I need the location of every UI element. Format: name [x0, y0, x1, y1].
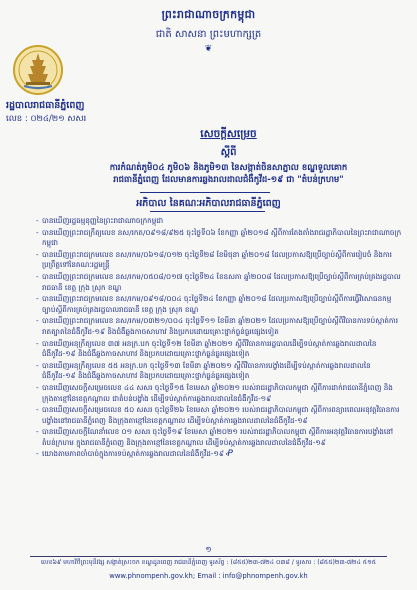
document-heading: [70, 128, 387, 186]
list-item: - បានឃើញព្រះរាជក្រមលេខ នស/រកម/០៣២១/០០៤ ចុះថ្ងៃទី១១ ខែមីនា ឆ្នាំ២០២១ ដែលប្រកាសឱ្យប្រើច្បាប់ស្ដីពីវិធានការទប់ស្កាត់ការរាតត្បាតនៃជំងឺកូវីដ-១៩ និងជំងឺឆ្លងកាចសាហាវ និងប្រកបដោយគ្រោះថ្នាក់ធ្ងន់ធ្ងរផ្សេងទៀត: [36, 316, 403, 337]
phnom-penh-emblem-icon: [12, 44, 64, 96]
list-item: - បានឃើញអនុក្រឹត្យលេខ ៥៥ អនក្រ.បក ចុះថ្ងៃទី១៣ ខែមីនា ឆ្នាំ២០២១ ស្ដីពីវិធានការបង្ខាំងដើម្បីទប់ស្កាត់ការឆ្លងរាលដាលនៃជំងឺកូវីដ-១៩ និងជំងឺឆ្លងកាចសាហាវ និងប្រកបដោយគ្រោះថ្នាក់ធ្ងន់ធ្ងរផ្សេងទៀត: [36, 361, 403, 382]
website-link[interactable]: www.phnompenh.gov.kh: [109, 572, 193, 580]
footer-address: លេខ៦៩ មហាវិថីព្រះមុនីវង្ស សង្កាត់ស្រះចក ខណ្ឌដូនពេញ រាជធានីភ្នំពេញ ទូរស័ព្ទ : (៨៥៥)២៣-៧២៤ ០៣៨ / ទូរសារ : (៨៥៥)២៣-៧២៤ ៥១៥: [40, 559, 377, 566]
list-item: - បានឃើញព្រះរាជក្រមលេខ នស/រកម/០៦១៨/០១២ ចុះថ្ងៃទី២៨ ខែមិថុនា ឆ្នាំ២០១៨ ដែលប្រកាសឱ្យប្រើច្បាប់ស្ដីពីការរៀបចំ និងការប្រព្រឹត្តទៅនៃគណៈរដ្ឋមន្ត្រី: [36, 250, 403, 271]
document-about: ស្ដីពី: [220, 147, 237, 158]
list-item: - បានឃើញព្រះរាជក្រមលេខ នស/រកម/០៩១៨/០០៤ ចុះថ្ងៃទី២៤ ខែកញ្ញា ឆ្នាំ២០១៨ ដែលប្រកាសឱ្យប្រើច្បាប់ស្ដីពីការធ្វើវិសោធនកម្មច្បាប់ស្ដីពីការគ្រប់គ្រងរដ្ឋបាលរាជធានី ខេត្ត ក្រុង ស្រុក ខណ្ឌ: [36, 294, 403, 315]
kingdom-title: ព្រះរាជាណាចក្រកម្ពុជា: [161, 8, 256, 21]
legal-basis-list: [36, 216, 403, 461]
ornament-divider: ❦: [204, 44, 213, 54]
subject-line: ការកំណត់ភូមិ០៤ ភូមិ០៦ និងភូមិ១៣ នៃសង្កាត់ចិនសាភ្នាល ខណ្ឌទួលគោក: [109, 163, 348, 173]
list-item: - បានឃើញព្រះរាជក្រមលេខ នស/រកម/០៥០៨/០១៧ ចុះថ្ងៃទី២៤ ខែឧសភា ឆ្នាំ២០០៨ ដែលប្រកាសឱ្យប្រើច្បាប់ស្ដីពីការគ្រប់គ្រងរដ្ឋបាលរាជធានី ខេត្ត ក្រុង ស្រុក ខណ្ឌ: [36, 272, 403, 293]
list-item: - បានឃើញសេចក្ដីសម្រេចលេខ ៤៤ សសរ ចុះថ្ងៃទី១៥ ខែមេសា ឆ្នាំ២០២១ របស់រាជរដ្ឋាភិបាលកម្ពុជា ស្ដីពីការដាក់រាជធានីភ្នំពេញ និងក្រុងតាខ្មៅនៃខេត្តកណ្ដាល ជាតំបន់បង្ខាំង ដើម្បីទប់ស្កាត់ការឆ្លងរាលដាលនៃជំងឺកូវីដ-១៩: [36, 383, 403, 404]
footer-contact: www.phnompenh.gov.kh; Email : info@phnompenh.gov.kh: [109, 572, 308, 580]
national-motto: ជាតិ សាសនា ព្រះមហាក្សត្រ: [155, 29, 262, 40]
list-item: - បានឃើញព្រះរាជក្រឹត្យលេខ នស/រកត/០៩១៨/៩២៥ ចុះថ្ងៃទី០៦ ខែកញ្ញា ឆ្នាំ២០១៨ ស្ដីពីការតែងតាំងរាជរដ្ឋាភិបាលនៃព្រះរាជាណាចក្រកម្ពុជា: [36, 228, 403, 249]
list-item-text: យោងតាមភាពចាំបាច់ក្នុងការទប់ស្កាត់ការឆ្លងរាលដាលនៃជំងឺកូវីដ-១៩: [42, 449, 224, 459]
list-item: - បានឃើញអនុក្រឹត្យលេខ ៣៧ អនក្រ.បក ចុះថ្ងៃទី១២ ខែមីនា ឆ្នាំ២០២១ ស្ដីពីវិធានការរដ្ឋបាលដើម្បីទប់ស្កាត់ការឆ្លងរាលដាលនៃជំងឺកូវីដ-១៩ និងជំងឺឆ្លងកាចសាហាវ និងប្រកបដោយគ្រោះថ្នាក់ធ្ងន់ធ្ងរផ្សេងទៀត: [36, 339, 403, 360]
divider: [140, 192, 270, 193]
reference-number: លេខ : ០២៤/២១ សសរ: [6, 114, 87, 124]
list-item: - បានឃើញរដ្ឋធម្មនុញ្ញនៃព្រះរាជាណាចក្រកម្ពុជា: [36, 216, 403, 227]
list-item: - បានឃើញសេចក្ដីណែនាំលេខ ០១ សសរ ចុះថ្ងៃទី១៩ ខែមេសា ឆ្នាំ២០២១ របស់រាជរដ្ឋាភិបាលកម្ពុជា ស្ដីពីការអនុវត្តវិធានការបង្ខាំងនៅតំបន់ក្រហម ក្នុងរាជធានីភ្នំពេញ និងក្រុងតាខ្មៅនៃខេត្តកណ្ដាល ដើម្បីទប់ស្កាត់ការឆ្លងរាលដាលនៃជំងឺកូវីដ-១៩: [36, 427, 403, 448]
issuer-name: រដ្ឋបាលរាជធានីភ្នំពេញ: [6, 100, 85, 111]
email-link[interactable]: Email : info@phnompenh.gov.kh: [197, 572, 308, 580]
list-item: - បានឃើញសេចក្ដីសម្រេចលេខ ៥០ សសរ ចុះថ្ងៃទី២៦ ខែមេសា ឆ្នាំ២០២១ របស់រាជរដ្ឋាភិបាលកម្ពុជា ស្ដីពីការពន្យារពេលអនុវត្តវិធានការបង្ខាំងនៅរាជធានីភ្នំពេញ និងក្រុងតាខ្មៅនៃខេត្តកណ្ដាល ដើម្បីទប់ស្កាត់ការឆ្លងរាលដាលនៃជំងឺកូវីដ-១៩: [36, 405, 403, 426]
footer-divider: [30, 556, 387, 557]
issuing-authority: អភិបាល នៃគណៈអភិបាលរាជធានីភ្នំពេញ: [136, 198, 281, 209]
document-type: សេចក្ដីសម្រេច: [200, 128, 257, 140]
page-number: ១: [205, 545, 212, 554]
document-subject: [70, 162, 387, 186]
initials-mark: Ꝓ: [226, 449, 233, 460]
subject-line: រាជធានីភ្នំពេញ ដែលមានការឆ្លងរាលដាលជំងឺកូវីដ-១៩ ជា "តំបន់ក្រហម": [113, 175, 344, 185]
list-item: [36, 449, 403, 460]
divider: [150, 211, 265, 212]
